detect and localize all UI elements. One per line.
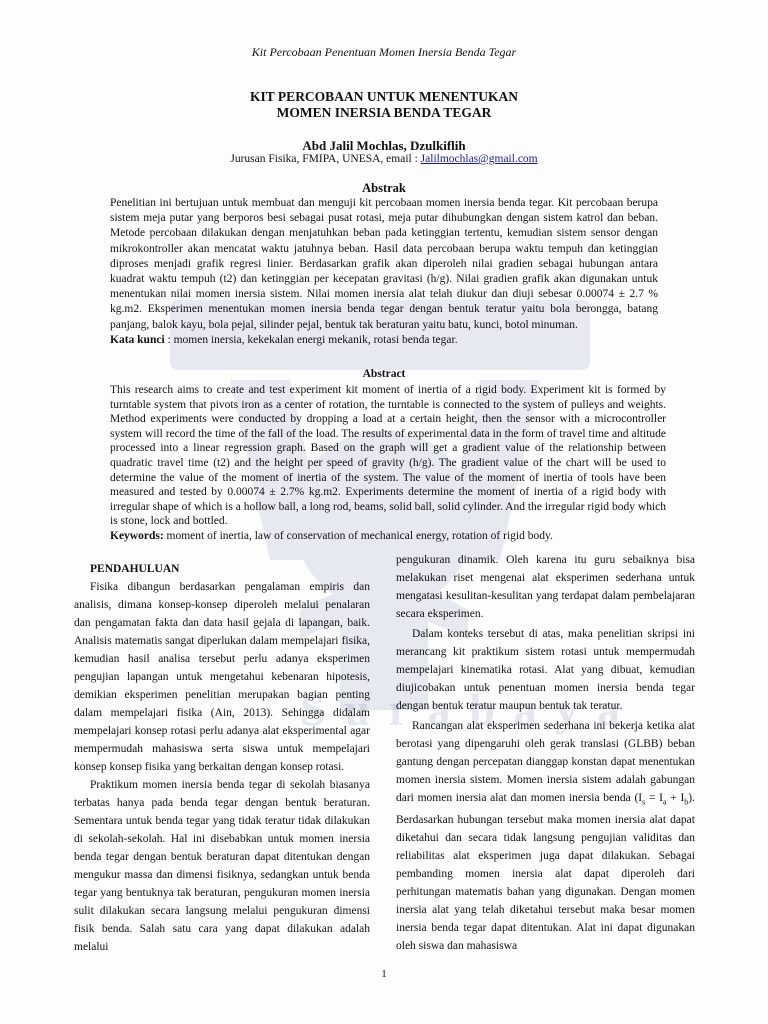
paper-title [0,89,768,121]
keywords [110,529,666,544]
right-column [396,551,695,955]
kata-kunci-text: : momen inersia, kekekalan energi mekanik, rotasi benda tegar. [164,333,458,346]
abstract-body: This research aims to create and test experiment kit moment of inertia of a rigid body. Experiment kit is formed by turntable system that pivots iron as a center of rotation, the turntable is connected to the system of pulleys and weights. Method experiments were conducted by dropping a load at a certain height, then the sensor with a microcontroller system will record the time of the fall of the load. The results of experimental data in the form of travel time and altitude processed into a linear regression graph. Based on the graph will get a gradient value of the relationship between quadratic travel time (t2) and the height per speed of gravity (h/g). The gradient value of the chart will be used to determine the value of the moment of inertia of the system. The value of the moment of inertia of tools have been measured and tested by 0.00074 ± 2.7% kg.m2. Experiments determine the moment of inertia of a rigid body with irregular shape of which is a hollow ball, a long rod, beams, solid ball, solid cylinder. And the irregular rigid body which is stone, lock and bottled. [110,384,666,528]
subscript: a [662,797,667,807]
title-line-2: MOMEN INERSIA BENDA TEGAR [276,105,492,120]
authors: Abd Jalil Mochlas, Dzulkiflih [302,138,466,153]
title-line-1: KIT PERCOBAAN UNTUK MENENTUKAN [250,89,518,104]
abstrak-section [110,196,658,348]
abstract-section [110,383,666,544]
text-run: ). Berdasarkan hubungan tersebut maka momen inersia alat dapat diketahui dan secara tidak langsung pengujian validitas dan reliabilitas alat eksperimen juga dapat dilakukan. Sebagai pembanding momen inersia alat dapat diperoleh dari perhitungan matematis bahan yang digunakan. Dengan momen inersia alat yang telah diketahui tersebut maka besar momen inersia benda tegar dapat ditentukan. Alat ini dapat digunakan oleh siswa dan mahasiswa [396,792,695,953]
keywords-label: Keywords: [110,529,164,542]
paragraph [396,717,695,955]
affiliation [0,153,768,165]
abstrak-body: Penelitian ini bertujuan untuk membuat dan menguji kit percobaan momen inersia benda tegar. Kit percobaan berupa sistem meja putar yang berporos besi sebagai pusat rotasi, meja putar dihubungkan dengan sistem katrol dan beban. Metode percobaan dilakukan dengan menjatuhkan beban pada ketinggian tertentu, kemudian sistem sensor dengan mikrokontroller akan mencatat waktu jatuhnya beban. Hasil data percobaan berupa waktu tempuh dan ketinggian diproses menjadi grafik regresi linier. Berdasarkan grafik akan diperoleh nilai gradien sebagai hubungan antara kuadrat waktu tempuh (t2) dan ketinggian per kecepatan gravitasi (h/g). Nilai gradien grafik akan digunakan untuk menentukan nilai momen inersia sistem. Nilai momen inersia alat telah diukur dan diuji sebesar 0.00074 ± 2.7 % kg.m2. Eksperimen menentukan momen inersia benda tegar dengan bentuk teratur yaitu bola berongga, batang panjang, balok kayu, bola pejal, silinder pejal, bentuk tak beraturan yaitu batu, kunci, botol minuman. [110,197,658,331]
paragraph: Dalam konteks tersebut di atas, maka penelitian skripsi ini merancang kit praktikum sistem rotasi untuk mempermudah mempelajari kinematika rotasi. Alat yang dibuat, kemudian diujicobakan untuk penentuan momen inersia benda tegar dengan bentuk teratur maupun bentuk tak teratur. [396,628,695,712]
page-number: 1 [381,968,387,980]
kata-kunci-label: Kata kunci [110,333,165,346]
email-link[interactable]: Jalilmochlas@gmail.com [420,153,538,165]
abstract-heading: Abstract [362,368,406,380]
paragraph: Praktikum momen inersia benda tegar di sekolah biasanya terbatas hanya pada benda tegar dengan bentuk beraturan. Sementara untuk benda tegar yang tidak teratur tidak dilakukan di sekolah-sekolah. Hal ini disebabkan untuk momen inersia benda tegar dengan bentuk beraturan dapat ditentukan dengan mengukur massa dan dimensi fisiknya, sedangkan untuk benda tegar yang bentuknya tak beraturan, pengukuran momen inersia sulit dilakukan secara langsung melalui pengukuran dimensi fisik benda. Salah satu cara yang dapat dilakukan adalah melalui [74,779,370,953]
subscript: b [684,797,689,807]
paragraph: Fisika dibangun berdasarkan pengalaman empiris dan analisis, dimana konsep-konsep diperoleh melalui penalaran dan pengamatan fakta dan data hasil gejala di lapangan, baik. Analisis matematis sangat diperlukan dalam mempelajari fisika, kemudian hasil analisa tersebut perlu adanya eksperimen pengujian lapangan untuk mengetahui kebenaran hipotesis, demikian eksperimen penelitian merupakan bagian penting dalam mempelajari fisika (Ain, 2013). Sehingga didalam mempelajari konsep rotasi perlu adanya alat eksperimental agar mempermudah mahasiswa serta siswa untuk mempelajari konsep konsep fisika yang berkaitan dengan konsep rotasi. [74,581,370,773]
text-run: + I [666,792,685,804]
text-run: Rancangan alat eksperimen sederhana ini bekerja ketika alat berotasi yang dipengaruhi oleh gerak translasi (GLBB) beban gantung dengan percepatan dianggap konstan dapat menentukan momen inersia sistem. Momen inersia sistem adalah gabungan dari momen inersia alat dan momen inersia benda (I [396,720,695,804]
running-header: Kit Percobaan Penentuan Momen Inersia Benda Tegar [251,45,517,59]
left-column [74,560,370,956]
subscript: s [642,797,646,807]
svg-text:Surabaya: Surabaya [300,684,620,735]
affiliation-text: Jurusan Fisika, FMIPA, UNESA, email : [230,153,421,165]
kata-kunci [110,333,658,348]
abstrak-heading: Abstrak [362,181,406,195]
keywords-text: moment of inertia, law of conservation of mechanical energy, rotation of rigid body. [163,529,553,542]
paragraph: pengukuran dinamik. Oleh karena itu guru sebaiknya bisa melakukan riset mengenai alat eksperimen sederhana untuk mengatasi kesulitan-kesulitan yang terdapat dalam pembelajaran secara eksperimen. [396,554,695,620]
section-heading-pendahuluan: PENDAHULUAN [90,563,180,575]
text-run: = I [645,792,663,804]
